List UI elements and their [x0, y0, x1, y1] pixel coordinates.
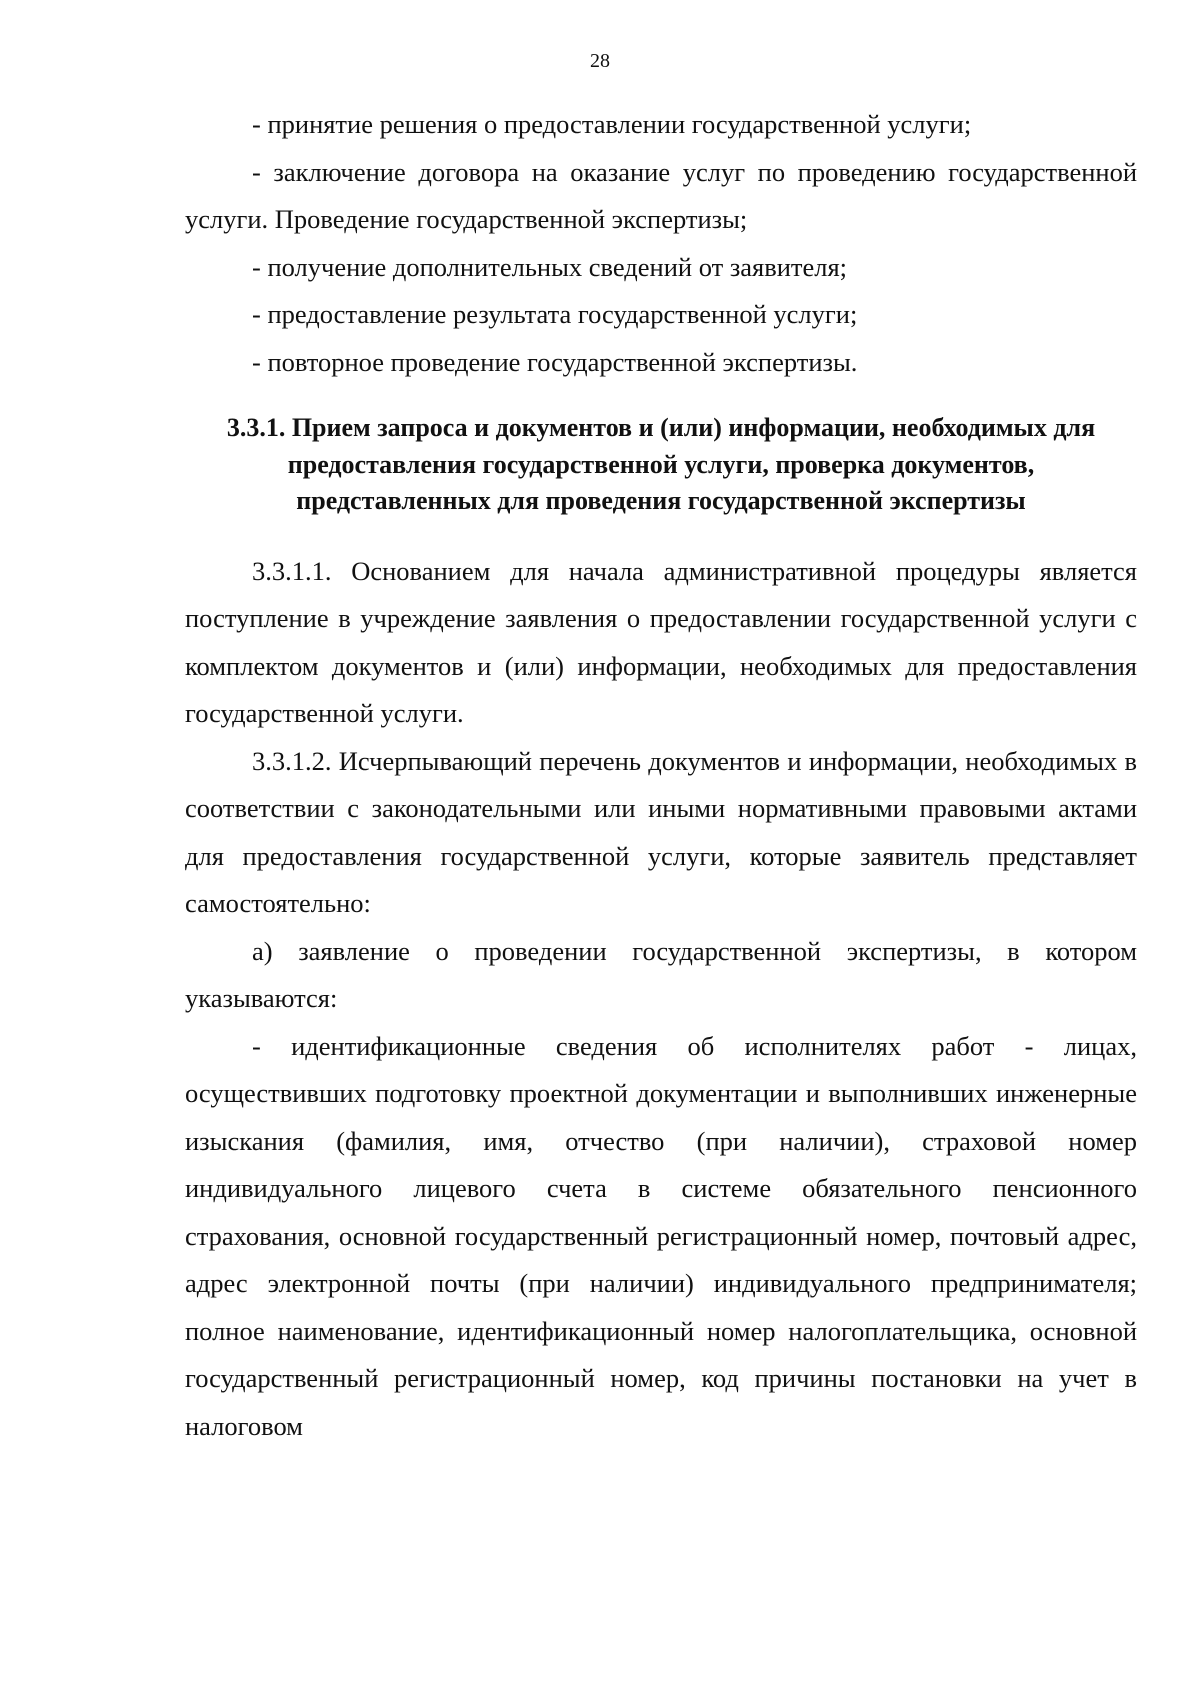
paragraph: - идентификационные сведения об исполнителях работ - лицах, осуществивших подготовку проектной документации и выполнивших инженерные изыскания (фамилия, имя, отчество (при наличии), страховой номер индивидуального лицевого счета в системе обязательного пенсионного страхования, основной государственный регистрационный номер, почтовый адрес, адрес электронной почты (при наличии) индивидуального предпринимателя; полное наименование, идентификационный номер налогоплательщика, основной государственный регистрационный номер, код причины постановки на учет в налоговом: [185, 1030, 1137, 1441]
list-item: - предоставление результата государственной услуги;: [252, 299, 858, 329]
section-heading: 3.3.1. Прием запроса и документов и (или) информации, необходимых для предоставления государственной услуги, проверка документов, представленных для проведения государственной экспертизы: [226, 413, 1096, 515]
page-number: 28: [590, 50, 610, 72]
paragraph: 3.3.1.2. Исчерпывающий перечень документов и информации, необходимых в соответствии с законодательными или иными нормативными правовыми актами для предоставления государственной услуги, которые заявитель представляет самостоятельно:: [185, 745, 1137, 918]
document-body: [185, 101, 1137, 1450]
paragraph: а) заявление о проведении государственной экспертизы, в котором указываются:: [185, 935, 1137, 1013]
list-item: - заключение договора на оказание услуг по проведению государственной услуги. Проведение государственной экспертизы;: [185, 156, 1137, 234]
list-item: - получение дополнительных сведений от заявителя;: [252, 251, 848, 282]
list-item: - повторное проведение государственной экспертизы.: [252, 346, 858, 377]
list-item: - принятие решения о предоставлении государственной услуги;: [252, 109, 972, 139]
paragraph: 3.3.1.1. Основанием для начала административной процедуры является поступление в учреждение заявления о предоставлении государственной услуги с комплектом документов и (или) информации, необходимых для предоставления государственной услуги.: [185, 555, 1137, 728]
